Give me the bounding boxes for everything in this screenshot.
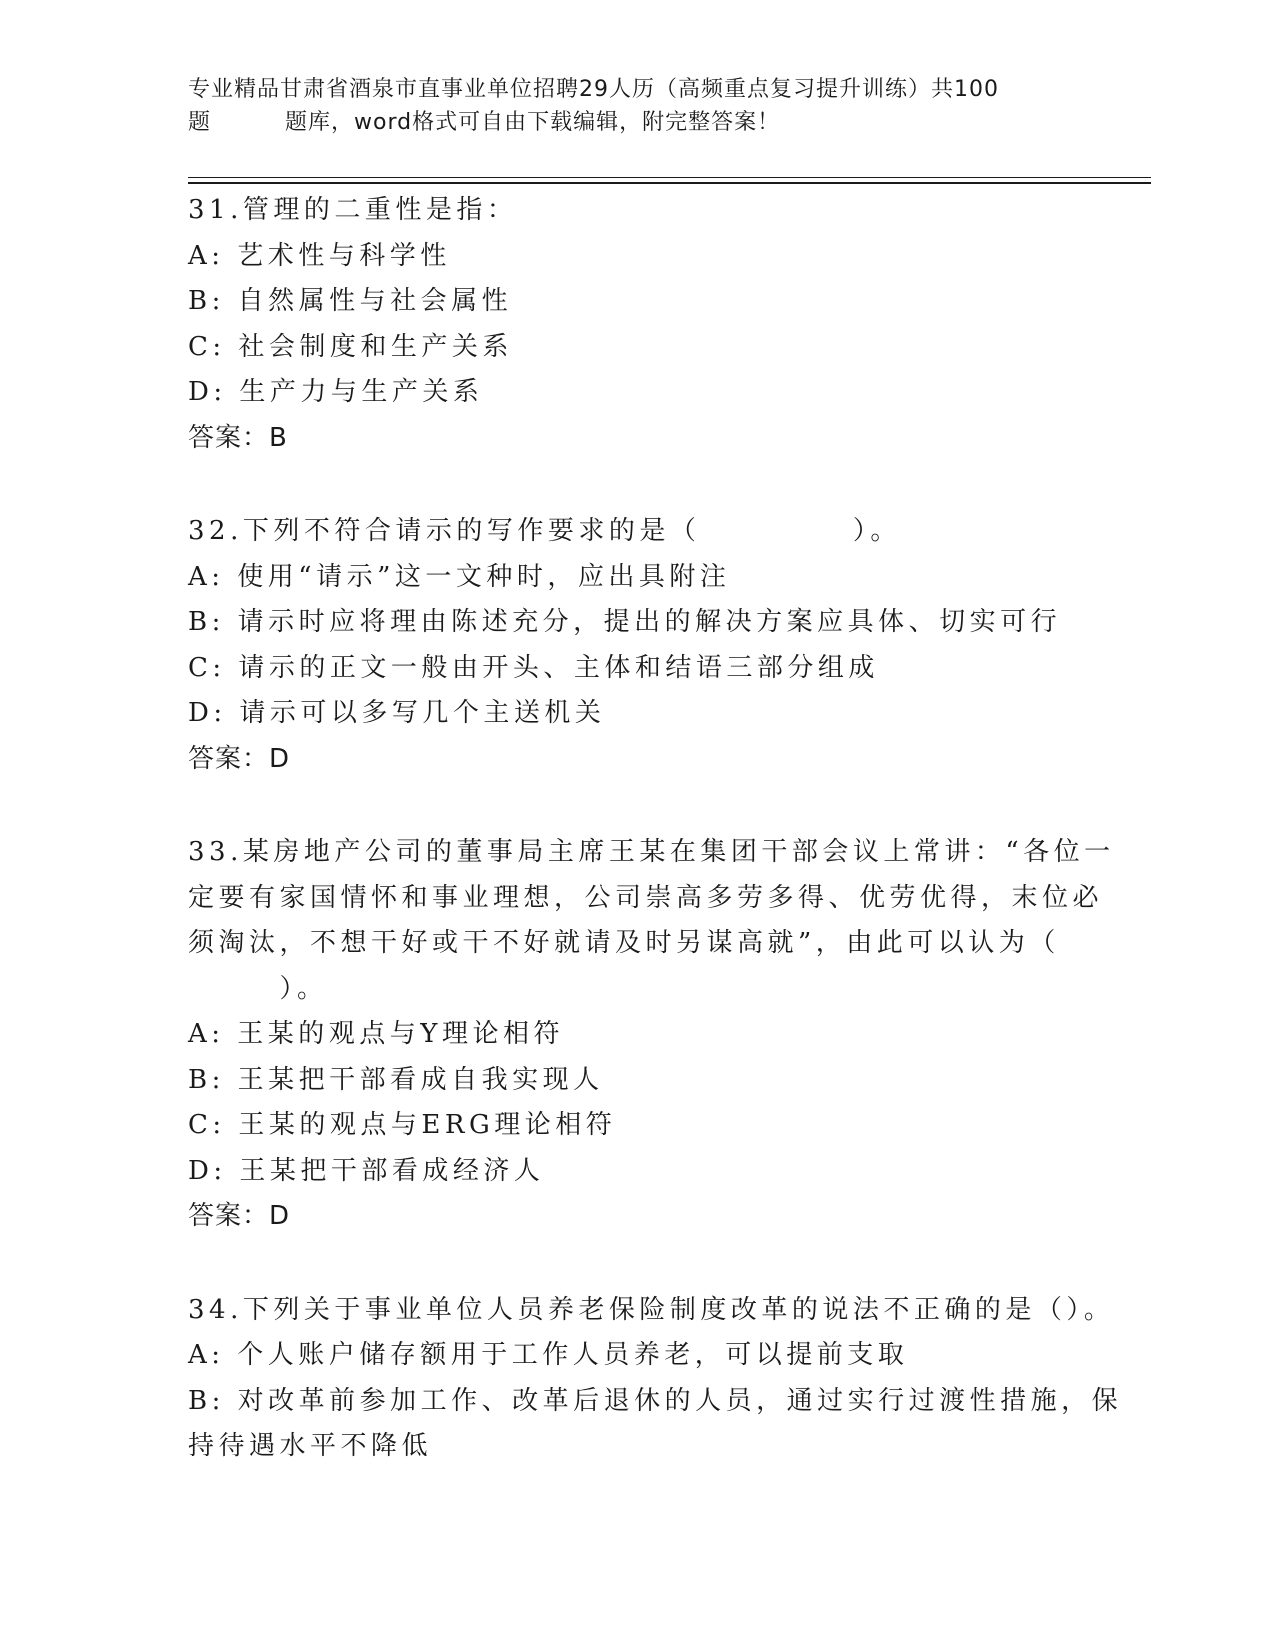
question-stem-line-1: 33.某房地产公司的董事局主席王某在集团干部会议上常讲：“各位一 bbox=[188, 837, 1115, 867]
option-b: B: 自然属性与社会属性 bbox=[188, 286, 513, 316]
answer: 答案：D bbox=[188, 1201, 291, 1231]
page-header bbox=[188, 73, 1088, 139]
option-b: B: 请示时应将理由陈述充分，提出的解决方案应具体、切实可行 bbox=[188, 607, 1062, 637]
option-d: D: 请示可以多写几个主送机关 bbox=[188, 698, 606, 728]
header-title-fragment: 题 bbox=[188, 110, 212, 135]
question-stem-line-2: 定要有家国情怀和事业理想，公司崇高多劳多得、优劳优得，末位必 bbox=[188, 882, 1104, 913]
option-c: C: 王某的观点与ERG理论相符 bbox=[188, 1110, 617, 1140]
question-31 bbox=[188, 188, 1088, 461]
header-divider-thick bbox=[188, 182, 1151, 184]
answer: 答案：B bbox=[188, 422, 288, 453]
option-a: A: 个人账户储存额用于工作人员养老，可以提前支取 bbox=[188, 1340, 909, 1370]
question-stem: 31.管理的二重性是指： bbox=[188, 195, 518, 225]
option-b-line-2: 持待遇水平不降低 bbox=[188, 1431, 433, 1461]
option-d: D: 王某把干部看成经济人 bbox=[188, 1155, 545, 1186]
option-c: C: 请示的正文一般由开头、主体和结语三部分组成 bbox=[188, 652, 879, 683]
question-stem: 32.下列不符合请示的写作要求的是（ ）。 bbox=[188, 516, 901, 546]
question-34 bbox=[188, 1288, 1123, 1470]
header-subtitle: 题库，word格式可自由下载编辑，附完整答案！ bbox=[285, 110, 781, 135]
question-33 bbox=[188, 830, 1115, 1240]
header-title-line-1: 专业精品甘肃省酒泉市直事业单位招聘29人历（高频重点复习提升训练）共100 bbox=[188, 77, 999, 102]
option-b-line-1: B: 对改革前参加工作、改革后退休的人员，通过实行过渡性措施，保 bbox=[188, 1385, 1123, 1416]
option-a: A: 王某的观点与Y理论相符 bbox=[188, 1019, 564, 1049]
question-stem-line-4: ）。 bbox=[188, 973, 328, 1004]
header-divider-thin bbox=[188, 177, 1151, 178]
header-title-line-2 bbox=[188, 106, 1088, 139]
option-a: A: 使用“请示”这一文种时，应出具附注 bbox=[188, 561, 731, 592]
option-c: C: 社会制度和生产关系 bbox=[188, 331, 513, 362]
question-list bbox=[188, 188, 1123, 1518]
question-stem: 34.下列关于事业单位人员养老保险制度改革的说法不正确的是（）。 bbox=[188, 1294, 1115, 1325]
answer: 答案：D bbox=[188, 743, 291, 774]
option-b: B: 王某把干部看成自我实现人 bbox=[188, 1064, 604, 1095]
option-a: A: 艺术性与科学性 bbox=[188, 240, 451, 271]
question-32 bbox=[188, 509, 1088, 782]
question-stem-line-3: 须淘汰，不想干好或干不好就请及时另谋高就”，由此可以认为（ bbox=[188, 928, 1060, 958]
option-d: D: 生产力与生产关系 bbox=[188, 377, 484, 407]
